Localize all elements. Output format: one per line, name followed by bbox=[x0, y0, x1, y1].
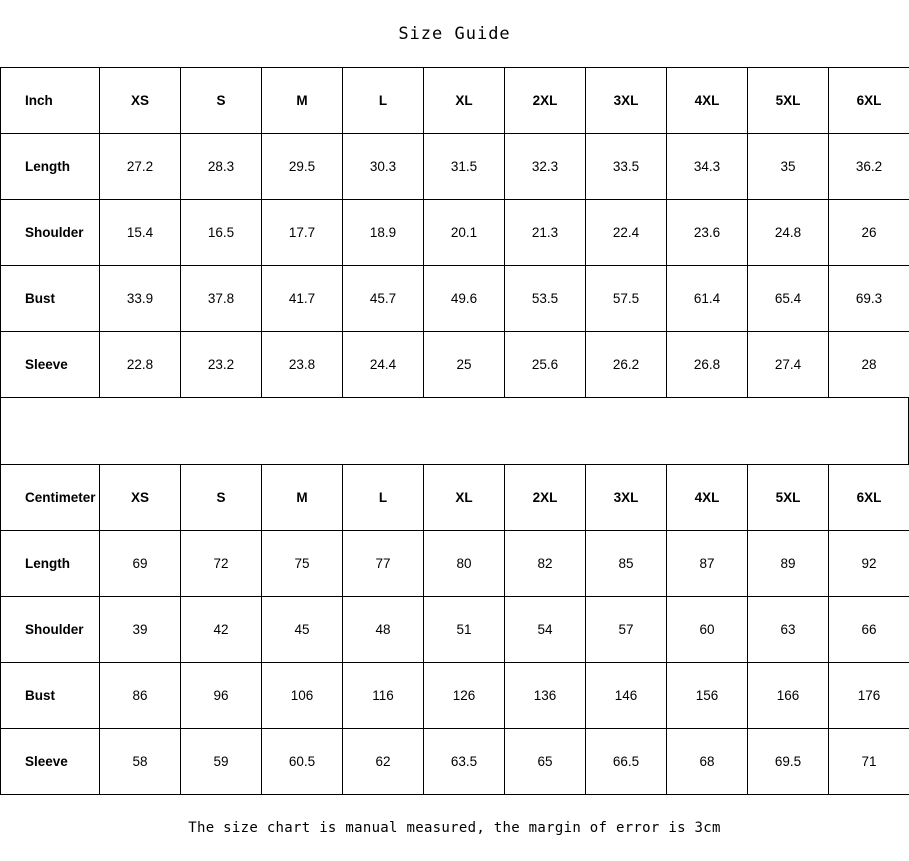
cell: 176 bbox=[829, 663, 909, 729]
table-row bbox=[1, 134, 909, 200]
table-header-row bbox=[1, 465, 909, 531]
cell: 82 bbox=[505, 531, 586, 597]
cell: 69.5 bbox=[748, 729, 829, 795]
size-header-xs: XS bbox=[100, 68, 181, 134]
unit-label-centimeter: Centimeter bbox=[1, 465, 100, 531]
cell: 75 bbox=[262, 531, 343, 597]
cell: 36.2 bbox=[829, 134, 909, 200]
table-row bbox=[1, 266, 909, 332]
cell: 18.9 bbox=[343, 200, 424, 266]
cell: 116 bbox=[343, 663, 424, 729]
size-header-6xl: 6XL bbox=[829, 465, 909, 531]
cell: 17.7 bbox=[262, 200, 343, 266]
cell: 15.4 bbox=[100, 200, 181, 266]
footer-note: The size chart is manual measured, the margin of error is 3cm bbox=[0, 795, 909, 861]
cell: 30.3 bbox=[343, 134, 424, 200]
cell: 61.4 bbox=[667, 266, 748, 332]
cell: 69.3 bbox=[829, 266, 909, 332]
cell: 26.8 bbox=[667, 332, 748, 398]
cell: 126 bbox=[424, 663, 505, 729]
size-header-xl: XL bbox=[424, 68, 505, 134]
cell: 33.5 bbox=[586, 134, 667, 200]
cell: 54 bbox=[505, 597, 586, 663]
table-row bbox=[1, 729, 909, 795]
cell: 59 bbox=[181, 729, 262, 795]
size-table-inch bbox=[0, 67, 909, 398]
table-row bbox=[1, 332, 909, 398]
cell: 60 bbox=[667, 597, 748, 663]
cell: 89 bbox=[748, 531, 829, 597]
size-header-5xl: 5XL bbox=[748, 465, 829, 531]
size-header-s: S bbox=[181, 465, 262, 531]
row-label-length: Length bbox=[1, 134, 100, 200]
row-label-shoulder: Shoulder bbox=[1, 597, 100, 663]
table-row bbox=[1, 597, 909, 663]
cell: 106 bbox=[262, 663, 343, 729]
cell: 71 bbox=[829, 729, 909, 795]
page-title: Size Guide bbox=[0, 0, 909, 67]
cell: 37.8 bbox=[181, 266, 262, 332]
cell: 35 bbox=[748, 134, 829, 200]
cell: 136 bbox=[505, 663, 586, 729]
row-label-length: Length bbox=[1, 531, 100, 597]
size-header-l: L bbox=[343, 465, 424, 531]
cell: 57.5 bbox=[586, 266, 667, 332]
cell: 60.5 bbox=[262, 729, 343, 795]
cell: 41.7 bbox=[262, 266, 343, 332]
size-header-m: M bbox=[262, 465, 343, 531]
size-table-centimeter bbox=[0, 464, 909, 795]
cell: 33.9 bbox=[100, 266, 181, 332]
cell: 27.2 bbox=[100, 134, 181, 200]
cell: 16.5 bbox=[181, 200, 262, 266]
unit-label-inch: Inch bbox=[1, 68, 100, 134]
cell: 39 bbox=[100, 597, 181, 663]
cell: 66.5 bbox=[586, 729, 667, 795]
cell: 45 bbox=[262, 597, 343, 663]
cell: 69 bbox=[100, 531, 181, 597]
size-header-xs: XS bbox=[100, 465, 181, 531]
cell: 31.5 bbox=[424, 134, 505, 200]
cell: 25 bbox=[424, 332, 505, 398]
cell: 20.1 bbox=[424, 200, 505, 266]
size-header-5xl: 5XL bbox=[748, 68, 829, 134]
cell: 92 bbox=[829, 531, 909, 597]
table-spacer bbox=[0, 398, 909, 464]
cell: 58 bbox=[100, 729, 181, 795]
size-header-s: S bbox=[181, 68, 262, 134]
table-row bbox=[1, 531, 909, 597]
cell: 27.4 bbox=[748, 332, 829, 398]
cell: 65 bbox=[505, 729, 586, 795]
cell: 66 bbox=[829, 597, 909, 663]
cell: 29.5 bbox=[262, 134, 343, 200]
cell: 49.6 bbox=[424, 266, 505, 332]
size-header-2xl: 2XL bbox=[505, 68, 586, 134]
row-label-sleeve: Sleeve bbox=[1, 332, 100, 398]
cell: 28.3 bbox=[181, 134, 262, 200]
cell: 22.4 bbox=[586, 200, 667, 266]
cell: 80 bbox=[424, 531, 505, 597]
row-label-bust: Bust bbox=[1, 663, 100, 729]
cell: 34.3 bbox=[667, 134, 748, 200]
cell: 85 bbox=[586, 531, 667, 597]
row-label-sleeve: Sleeve bbox=[1, 729, 100, 795]
cell: 24.4 bbox=[343, 332, 424, 398]
cell: 57 bbox=[586, 597, 667, 663]
cell: 68 bbox=[667, 729, 748, 795]
cell: 53.5 bbox=[505, 266, 586, 332]
table-header-row bbox=[1, 68, 909, 134]
row-label-bust: Bust bbox=[1, 266, 100, 332]
cell: 166 bbox=[748, 663, 829, 729]
cell: 21.3 bbox=[505, 200, 586, 266]
cell: 63.5 bbox=[424, 729, 505, 795]
cell: 72 bbox=[181, 531, 262, 597]
cell: 51 bbox=[424, 597, 505, 663]
cell: 24.8 bbox=[748, 200, 829, 266]
cell: 23.8 bbox=[262, 332, 343, 398]
cell: 48 bbox=[343, 597, 424, 663]
cell: 62 bbox=[343, 729, 424, 795]
cell: 63 bbox=[748, 597, 829, 663]
table-row bbox=[1, 663, 909, 729]
size-header-4xl: 4XL bbox=[667, 465, 748, 531]
size-header-3xl: 3XL bbox=[586, 465, 667, 531]
cell: 156 bbox=[667, 663, 748, 729]
cell: 146 bbox=[586, 663, 667, 729]
cell: 25.6 bbox=[505, 332, 586, 398]
cell: 45.7 bbox=[343, 266, 424, 332]
cell: 87 bbox=[667, 531, 748, 597]
cell: 77 bbox=[343, 531, 424, 597]
cell: 65.4 bbox=[748, 266, 829, 332]
cell: 28 bbox=[829, 332, 909, 398]
cell: 42 bbox=[181, 597, 262, 663]
cell: 23.2 bbox=[181, 332, 262, 398]
size-header-xl: XL bbox=[424, 465, 505, 531]
table-row bbox=[1, 200, 909, 266]
cell: 96 bbox=[181, 663, 262, 729]
size-header-6xl: 6XL bbox=[829, 68, 909, 134]
cell: 26.2 bbox=[586, 332, 667, 398]
size-header-m: M bbox=[262, 68, 343, 134]
cell: 26 bbox=[829, 200, 909, 266]
row-label-shoulder: Shoulder bbox=[1, 200, 100, 266]
size-header-3xl: 3XL bbox=[586, 68, 667, 134]
size-header-2xl: 2XL bbox=[505, 465, 586, 531]
cell: 22.8 bbox=[100, 332, 181, 398]
cell: 23.6 bbox=[667, 200, 748, 266]
cell: 32.3 bbox=[505, 134, 586, 200]
size-header-4xl: 4XL bbox=[667, 68, 748, 134]
cell: 86 bbox=[100, 663, 181, 729]
size-header-l: L bbox=[343, 68, 424, 134]
